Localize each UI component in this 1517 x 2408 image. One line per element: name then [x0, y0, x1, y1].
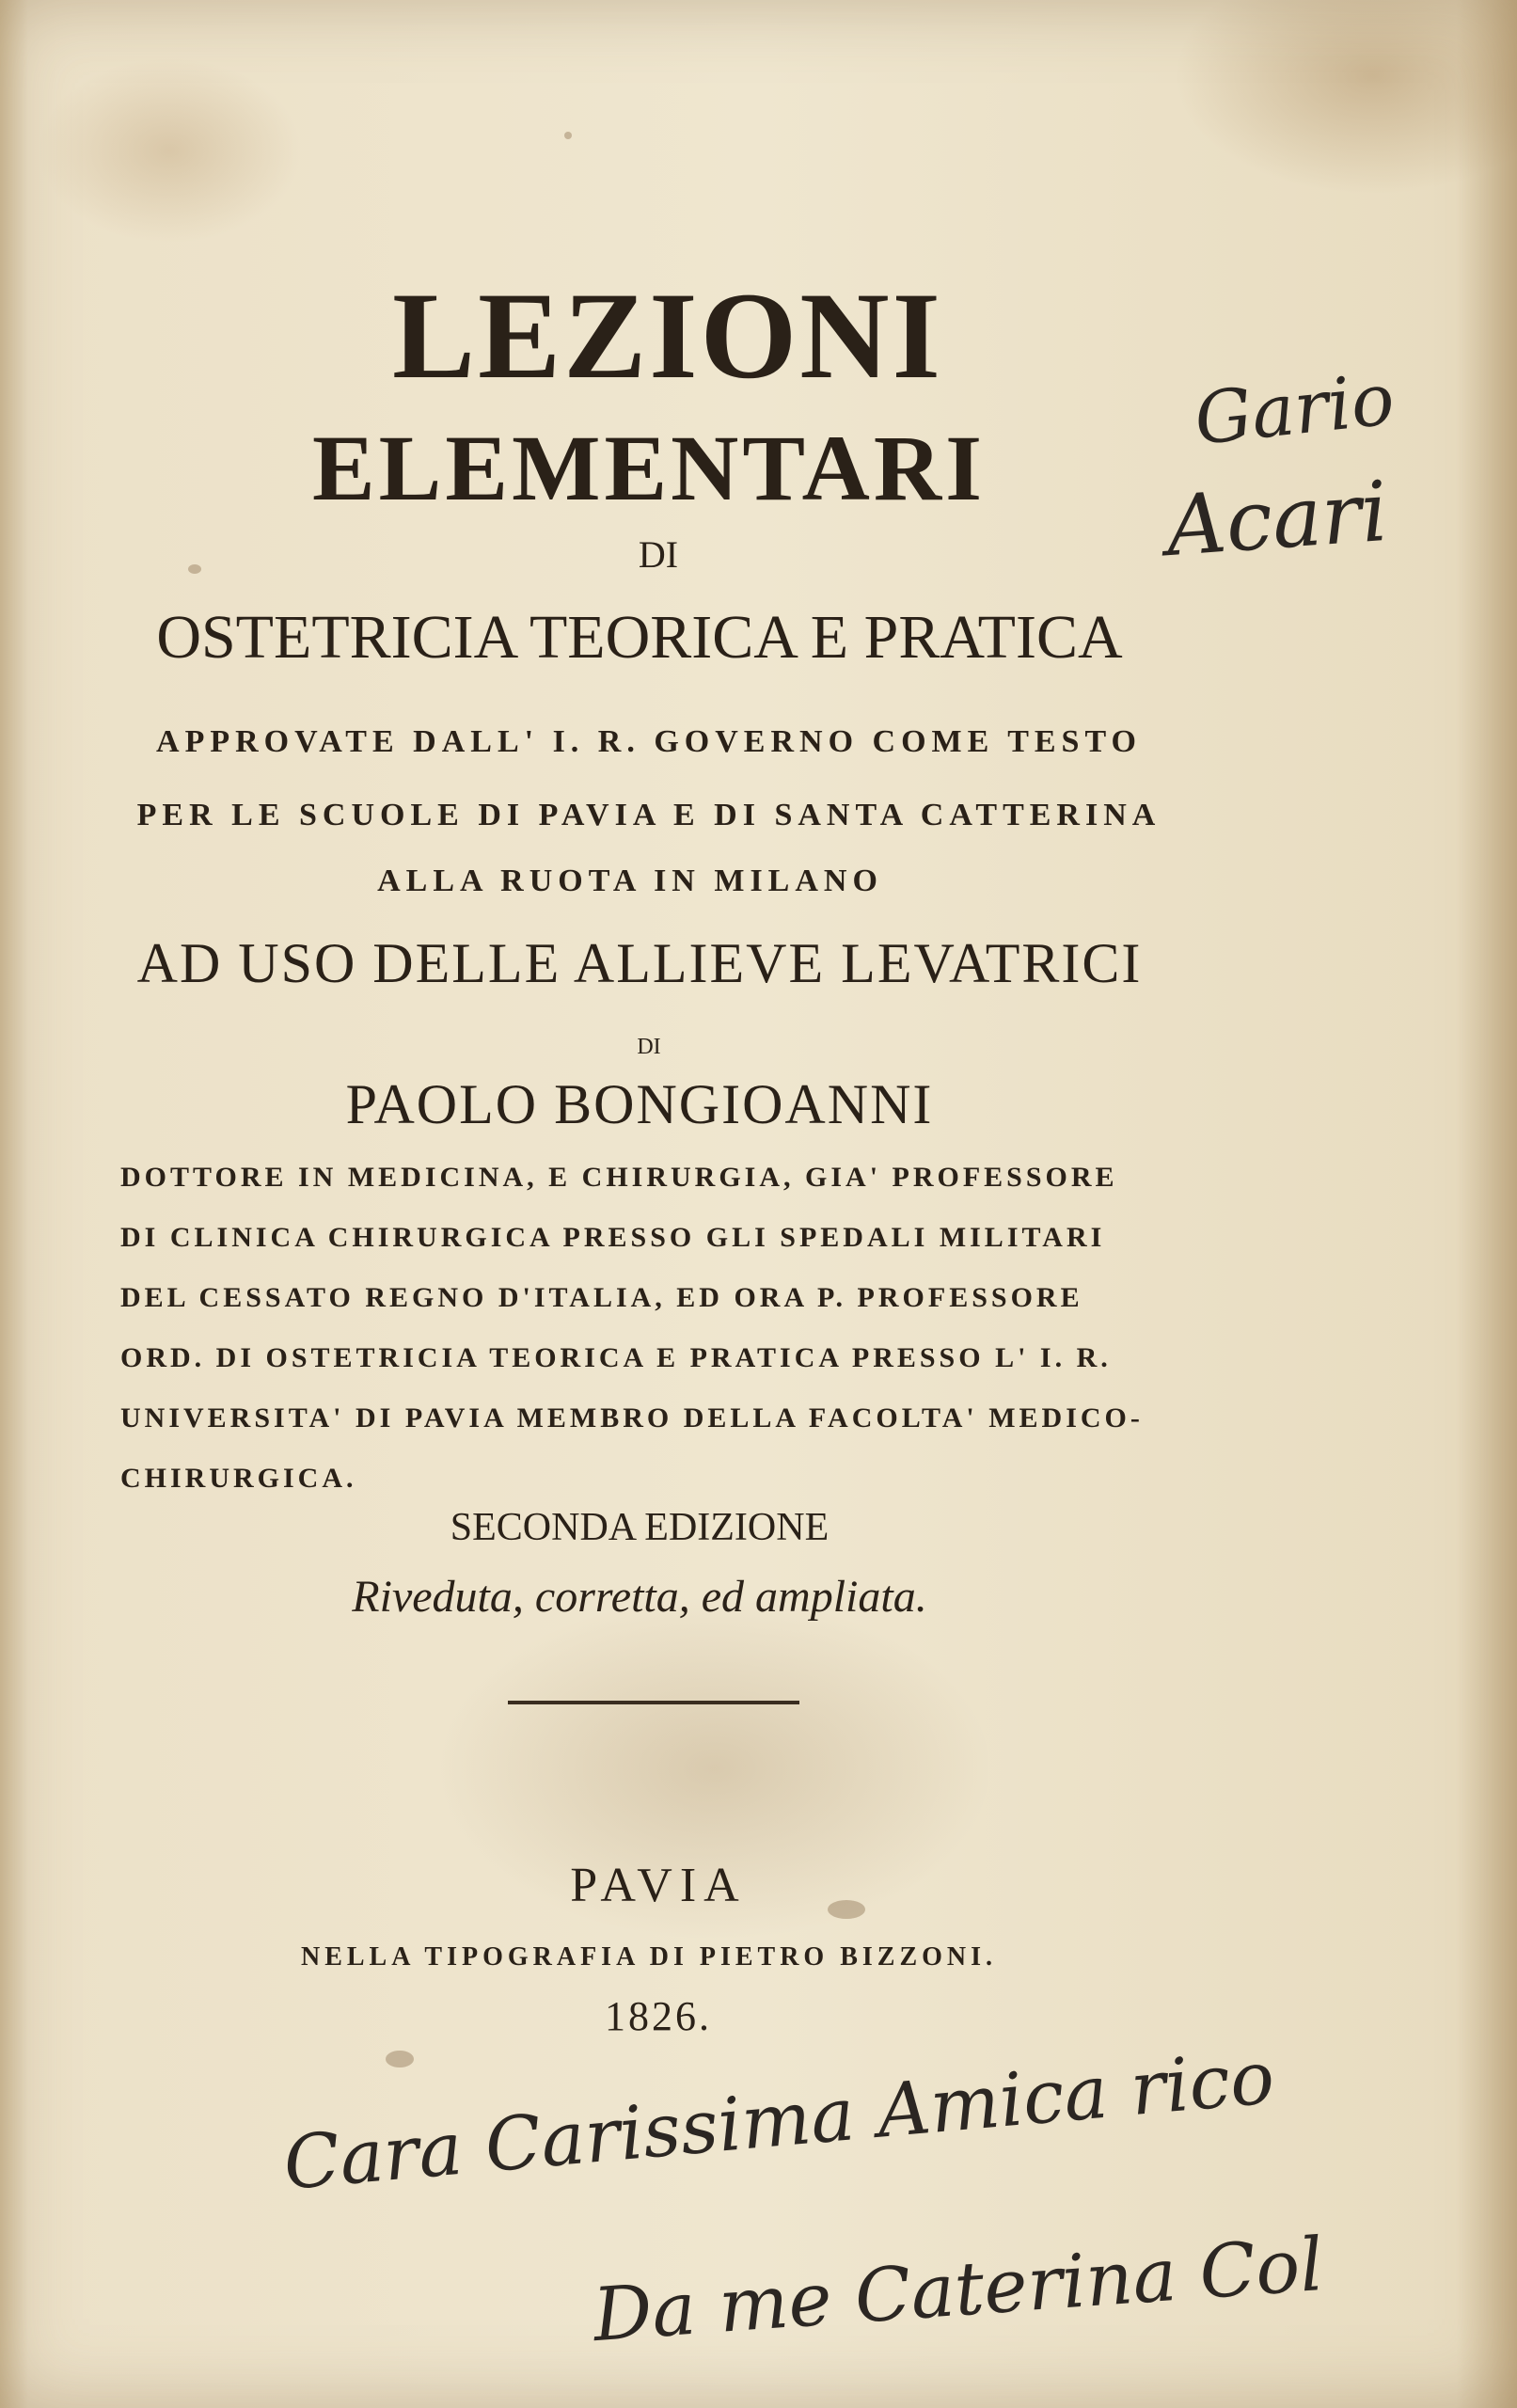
credentials-line: UNIVERSITA' DI PAVIA MEMBRO DELLA FACOLTA' MEDICO-: [120, 1402, 1144, 1434]
handwritten-inscription-line-1: Cara Carissima Amica rico: [280, 2036, 1278, 2207]
author-credentials: [120, 1148, 1202, 1509]
imprint-year: 1826.: [605, 1993, 712, 2039]
credentials-line: ORD. DI OSTETRICIA TEORICA E PRATICA PRESSO L' I. R.: [120, 1342, 1112, 1373]
foxing-stain: [386, 2051, 414, 2067]
title-line-2: ELEMENTARI: [311, 416, 987, 520]
author-name: PAOLO BONGIOANNI: [345, 1073, 934, 1135]
imprint-city: PAVIA: [570, 1859, 747, 1912]
approval-line-1: APPROVATE DALL' I. R. GOVERNO COME TESTO: [156, 724, 1142, 759]
credentials-line: DI CLINICA CHIRURGICA PRESSO GLI SPEDALI MILITARI: [120, 1222, 1106, 1253]
approval-line-2: PER LE SCUOLE DI PAVIA E DI SANTA CATTERINA: [136, 798, 1161, 832]
author-connector: DI: [637, 1035, 661, 1059]
handwritten-owner-name-line-2: Acari: [1162, 462, 1391, 576]
purpose-line: AD USO DELLE ALLIEVE LEVATRICI: [136, 932, 1143, 994]
approval-line-3: ALLA RUOTA IN MILANO: [377, 863, 883, 898]
imprint-printer: NELLA TIPOGRAFIA DI PIETRO BIZZONI.: [300, 1942, 998, 1972]
title-connector: DI: [638, 533, 679, 576]
title-line-1: LEZIONI: [392, 266, 943, 404]
handwritten-inscription-line-2: Da me Caterina Col: [590, 2222, 1326, 2359]
credentials-line: DOTTORE IN MEDICINA, E CHIRURGIA, GIA' PROFESSORE: [120, 1162, 1118, 1193]
revision-note: Riveduta, corretta, ed ampliata.: [352, 1572, 927, 1622]
divider-rule: [508, 1701, 799, 1704]
handwritten-owner-name-line-1: Gario: [1190, 356, 1398, 461]
edition: SECONDA EDIZIONE: [450, 1506, 830, 1549]
title-line-3: OSTETRICIA TEORICA E PRATICA: [156, 603, 1123, 672]
credentials-line: CHIRURGICA.: [120, 1463, 357, 1494]
credentials-line: DEL CESSATO REGNO D'ITALIA, ED ORA P. PROFESSORE: [120, 1282, 1083, 1313]
foxing-stain: [564, 132, 572, 139]
